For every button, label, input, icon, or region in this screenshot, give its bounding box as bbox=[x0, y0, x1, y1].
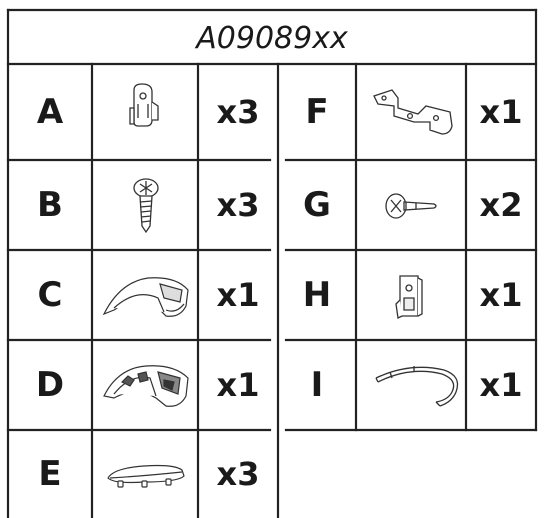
part-qty-h: x1 bbox=[479, 276, 523, 314]
part-qty-b: x3 bbox=[216, 186, 260, 224]
part-letter-e: E bbox=[38, 454, 62, 494]
part-qty-c: x1 bbox=[216, 276, 260, 314]
pad-icon bbox=[104, 454, 188, 494]
document-title: A09089xx bbox=[196, 20, 348, 56]
cover-inner-icon bbox=[100, 356, 192, 414]
part-letter-b: B bbox=[37, 185, 63, 225]
part-letter-a: A bbox=[36, 92, 64, 132]
part-qty-i: x1 bbox=[479, 366, 523, 404]
part-letter-f: F bbox=[305, 92, 329, 132]
part-letter-i: I bbox=[310, 365, 324, 405]
cover-outer-icon bbox=[100, 268, 192, 324]
nut-clip-icon bbox=[388, 270, 432, 324]
part-qty-g: x2 bbox=[479, 186, 523, 224]
screw-icon bbox=[118, 176, 174, 236]
part-letter-h: H bbox=[302, 275, 332, 315]
part-qty-f: x1 bbox=[479, 93, 523, 131]
bracket-icon bbox=[370, 82, 458, 142]
part-letter-g: G bbox=[303, 185, 331, 225]
part-qty-a: x3 bbox=[216, 93, 260, 131]
bolt-icon bbox=[380, 186, 442, 226]
part-qty-e: x3 bbox=[216, 455, 260, 493]
rail-icon bbox=[370, 356, 466, 414]
clip-icon bbox=[112, 80, 178, 144]
part-letter-c: C bbox=[37, 275, 63, 315]
part-letter-d: D bbox=[35, 365, 65, 405]
part-qty-d: x1 bbox=[216, 366, 260, 404]
